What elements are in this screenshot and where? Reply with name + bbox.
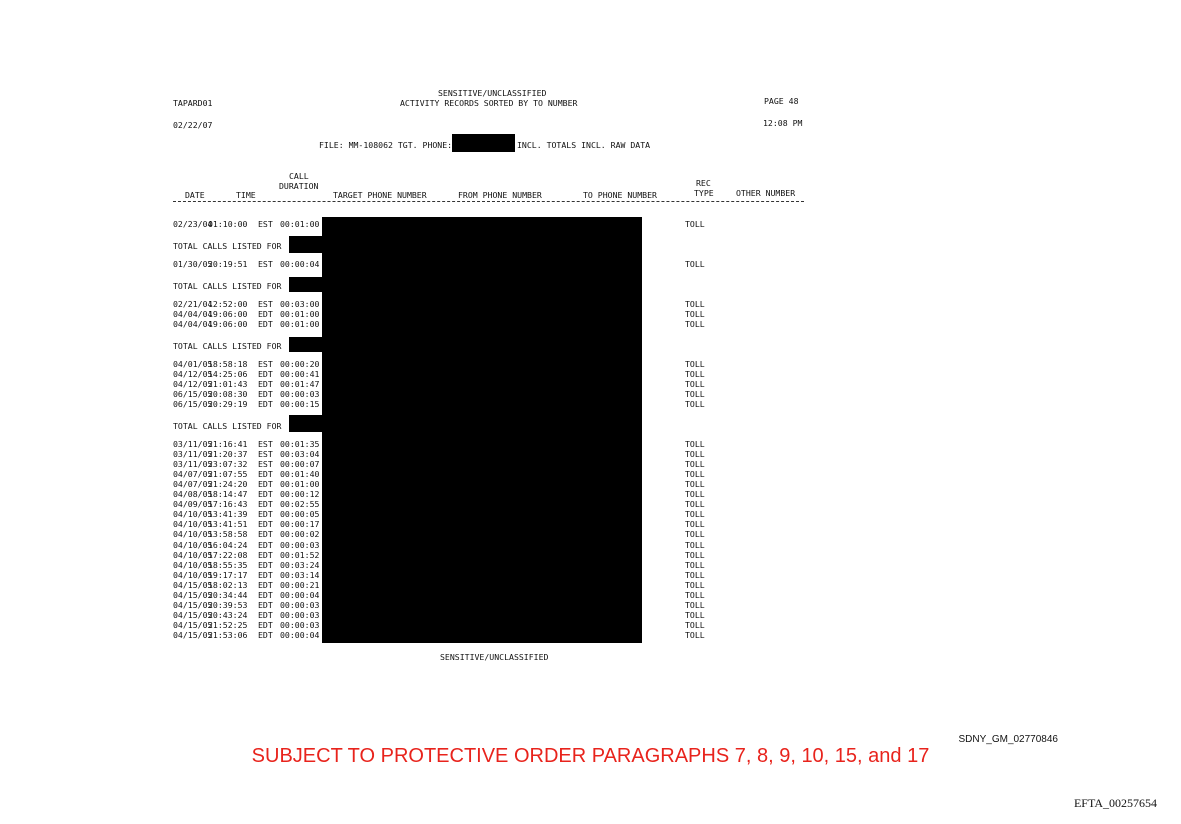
file-suffix: INCL. TOTALS INCL. RAW DATA: [517, 140, 651, 150]
record-duration: 00:00:15: [280, 399, 320, 410]
record-time: 20:34:44: [208, 589, 248, 600]
record-time: 19:17:17: [208, 569, 248, 580]
record-date: 04/04/04: [173, 309, 213, 320]
record-timezone: EDT: [258, 579, 273, 590]
record-type: TOLL: [685, 539, 705, 550]
record-timezone: EDT: [258, 549, 273, 560]
record-type: TOLL: [685, 499, 705, 510]
record-timezone: EST: [258, 219, 273, 229]
report-time: 12:08 PM: [763, 118, 803, 128]
record-time: 12:52:00: [208, 299, 248, 309]
record-date: 04/15/05: [173, 619, 213, 630]
record-timezone: EDT: [258, 479, 273, 490]
record-type: TOLL: [685, 549, 705, 560]
record-timezone: EDT: [258, 519, 273, 530]
record-date: 04/12/05: [173, 369, 213, 380]
record-time: 18:14:47: [208, 489, 248, 500]
record-duration: 00:03:00: [280, 299, 320, 309]
record-time: 20:08:30: [208, 389, 248, 400]
record-timezone: EDT: [258, 399, 273, 410]
total-calls-label: TOTAL CALLS LISTED FOR: [173, 281, 282, 291]
redacted-total-2: [289, 277, 323, 292]
record-date: 03/11/05: [173, 439, 213, 449]
record-date: 04/10/05: [173, 549, 213, 560]
record-type: TOLL: [685, 589, 705, 600]
record-date: 04/15/05: [173, 589, 213, 600]
record-type: TOLL: [685, 369, 705, 380]
bates-number-bottom: EFTA_00257654: [1073, 796, 1157, 810]
record-type: TOLL: [685, 489, 705, 500]
col-to-phone: TO PHONE NUMBER: [583, 190, 657, 200]
record-duration: 00:00:02: [280, 529, 320, 540]
total-calls-label: TOTAL CALLS LISTED FOR: [173, 241, 282, 251]
record-date: 04/12/05: [173, 379, 213, 390]
record-date: 04/07/05: [173, 469, 213, 480]
col-rec: REC: [696, 178, 711, 188]
record-date: 02/23/04: [173, 219, 213, 229]
record-time: 21:24:20: [208, 479, 248, 490]
record-timezone: EDT: [258, 489, 273, 500]
record-duration: 00:00:21: [280, 579, 320, 590]
record-duration: 00:01:00: [280, 219, 320, 229]
record-timezone: EDT: [258, 319, 273, 330]
record-time: 21:52:25: [208, 619, 248, 630]
record-timezone: EDT: [258, 609, 273, 620]
record-type: TOLL: [685, 619, 705, 630]
record-time: 14:25:06: [208, 369, 248, 380]
record-timezone: EST: [258, 439, 273, 449]
record-duration: 00:00:41: [280, 369, 320, 380]
record-time: 18:58:18: [208, 359, 248, 369]
record-date: 04/15/05: [173, 579, 213, 590]
redacted-target-phone: [452, 134, 515, 152]
record-duration: 00:00:17: [280, 519, 320, 530]
record-timezone: EDT: [258, 559, 273, 570]
classification-top: SENSITIVE/UNCLASSIFIED: [438, 88, 547, 98]
record-duration: 00:00:04: [280, 589, 320, 600]
classification-bottom: SENSITIVE/UNCLASSIFIED: [440, 652, 549, 662]
record-time: 21:20:37: [208, 449, 248, 460]
record-time: 01:10:00: [208, 219, 248, 229]
record-duration: 00:00:03: [280, 619, 320, 630]
record-date: 04/10/05: [173, 509, 213, 520]
record-duration: 00:00:20: [280, 359, 320, 369]
record-type: TOLL: [685, 599, 705, 610]
record-duration: 00:01:00: [280, 309, 320, 320]
redacted-total-1: [289, 236, 323, 253]
record-duration: 00:00:12: [280, 489, 320, 500]
col-date: DATE: [185, 190, 205, 200]
record-timezone: EST: [258, 459, 273, 470]
record-time: 16:04:24: [208, 539, 248, 550]
record-duration: 00:01:00: [280, 319, 320, 330]
record-time: 20:43:24: [208, 609, 248, 620]
record-duration: 00:00:03: [280, 539, 320, 550]
record-type: TOLL: [685, 459, 705, 470]
record-timezone: EST: [258, 299, 273, 309]
record-time: 18:02:13: [208, 579, 248, 590]
record-type: TOLL: [685, 609, 705, 620]
record-time: 20:39:53: [208, 599, 248, 610]
record-type: TOLL: [685, 479, 705, 490]
redacted-total-4: [289, 415, 323, 432]
record-type: TOLL: [685, 219, 705, 229]
redacted-phone-columns: [322, 217, 642, 643]
record-date: 03/11/05: [173, 449, 213, 460]
record-time: 19:06:00: [208, 319, 248, 330]
record-duration: 00:00:03: [280, 599, 320, 610]
protective-order-notice: SUBJECT TO PROTECTIVE ORDER PARAGRAPHS 7, 8, 9, 10, 15, and 17: [251, 745, 930, 767]
record-time: 13:41:39: [208, 509, 248, 520]
record-type: TOLL: [685, 519, 705, 530]
col-time: TIME: [236, 190, 256, 200]
record-time: 17:22:08: [208, 549, 248, 560]
record-date: 04/15/05: [173, 609, 213, 620]
record-type: TOLL: [685, 529, 705, 540]
report-date: 02/22/07: [173, 120, 213, 130]
report-id: TAPARD01: [173, 98, 213, 108]
record-date: 04/04/04: [173, 319, 213, 330]
col-from-phone: FROM PHONE NUMBER: [458, 190, 542, 200]
record-time: 21:16:41: [208, 439, 248, 449]
file-label: FILE: MM-108062 TGT. PHONE:: [319, 140, 453, 150]
record-duration: 00:01:52: [280, 549, 320, 560]
total-calls-label: TOTAL CALLS LISTED FOR: [173, 341, 282, 351]
record-type: TOLL: [685, 559, 705, 570]
record-time: 19:06:00: [208, 309, 248, 320]
record-timezone: EST: [258, 259, 273, 269]
record-type: TOLL: [685, 449, 705, 460]
record-date: 06/15/05: [173, 389, 213, 400]
record-duration: 00:03:24: [280, 559, 320, 570]
col-other-number: OTHER NUMBER: [736, 188, 796, 198]
record-duration: 00:03:14: [280, 569, 320, 580]
bates-number-top: SDNY_GM_02770846: [958, 734, 1058, 745]
record-time: 18:55:35: [208, 559, 248, 570]
record-type: TOLL: [685, 469, 705, 480]
record-time: 23:07:32: [208, 459, 248, 470]
record-date: 04/10/05: [173, 519, 213, 530]
record-timezone: EDT: [258, 589, 273, 600]
record-timezone: EDT: [258, 389, 273, 400]
record-duration: 00:00:03: [280, 389, 320, 400]
record-duration: 00:00:07: [280, 459, 320, 470]
record-type: TOLL: [685, 509, 705, 520]
record-timezone: EDT: [258, 619, 273, 630]
record-date: 06/15/05: [173, 399, 213, 410]
record-type: TOLL: [685, 379, 705, 390]
record-date: 01/30/05: [173, 259, 213, 269]
record-timezone: EDT: [258, 569, 273, 580]
total-calls-label: TOTAL CALLS LISTED FOR: [173, 421, 282, 431]
record-date: 03/11/05: [173, 459, 213, 470]
record-timezone: EDT: [258, 309, 273, 320]
record-type: TOLL: [685, 569, 705, 580]
record-type: TOLL: [685, 309, 705, 320]
record-time: 13:58:58: [208, 529, 248, 540]
record-date: 04/01/05: [173, 359, 213, 369]
record-timezone: EDT: [258, 509, 273, 520]
record-duration: 00:00:04: [280, 259, 320, 269]
record-type: TOLL: [685, 399, 705, 410]
record-type: TOLL: [685, 579, 705, 590]
record-type: TOLL: [685, 359, 705, 369]
record-time: 13:41:51: [208, 519, 248, 530]
record-duration: 00:00:04: [280, 629, 320, 640]
record-timezone: EST: [258, 359, 273, 369]
record-duration: 00:00:05: [280, 509, 320, 520]
record-time: 21:07:55: [208, 469, 248, 480]
record-date: 04/10/05: [173, 529, 213, 540]
record-time: 17:16:43: [208, 499, 248, 510]
record-timezone: EDT: [258, 379, 273, 390]
record-timezone: EDT: [258, 629, 273, 640]
record-type: TOLL: [685, 629, 705, 640]
record-duration: 00:01:47: [280, 379, 320, 390]
record-time: 21:53:06: [208, 629, 248, 640]
record-timezone: EDT: [258, 599, 273, 610]
record-date: 04/07/05: [173, 479, 213, 490]
redacted-total-3: [289, 337, 323, 352]
record-timezone: EDT: [258, 469, 273, 480]
record-date: 04/09/05: [173, 499, 213, 510]
record-date: 04/08/05: [173, 489, 213, 500]
record-time: 20:19:51: [208, 259, 248, 269]
col-call: CALL: [289, 171, 309, 181]
record-date: 02/21/04: [173, 299, 213, 309]
record-duration: 00:00:03: [280, 609, 320, 620]
record-date: 04/10/05: [173, 559, 213, 570]
record-type: TOLL: [685, 439, 705, 449]
record-duration: 00:01:00: [280, 479, 320, 490]
record-type: TOLL: [685, 299, 705, 309]
col-duration: DURATION: [279, 181, 319, 191]
record-type: TOLL: [685, 389, 705, 400]
header-rule: [173, 201, 804, 202]
record-date: 04/10/05: [173, 539, 213, 550]
record-duration: 00:03:04: [280, 449, 320, 460]
col-target-phone: TARGET PHONE NUMBER: [333, 190, 427, 200]
record-date: 04/15/05: [173, 629, 213, 640]
report-title: ACTIVITY RECORDS SORTED BY TO NUMBER: [400, 98, 578, 108]
record-duration: 00:01:40: [280, 469, 320, 480]
record-type: TOLL: [685, 259, 705, 269]
record-type: TOLL: [685, 319, 705, 330]
record-duration: 00:01:35: [280, 439, 320, 449]
record-time: 21:01:43: [208, 379, 248, 390]
record-timezone: EDT: [258, 529, 273, 540]
col-type: TYPE: [694, 188, 714, 198]
record-date: 04/10/05: [173, 569, 213, 580]
record-date: 04/15/05: [173, 599, 213, 610]
record-time: 20:29:19: [208, 399, 248, 410]
record-timezone: EDT: [258, 499, 273, 510]
page-number: PAGE 48: [764, 96, 799, 106]
record-timezone: EST: [258, 449, 273, 460]
record-timezone: EDT: [258, 539, 273, 550]
record-duration: 00:02:55: [280, 499, 320, 510]
record-timezone: EDT: [258, 369, 273, 380]
